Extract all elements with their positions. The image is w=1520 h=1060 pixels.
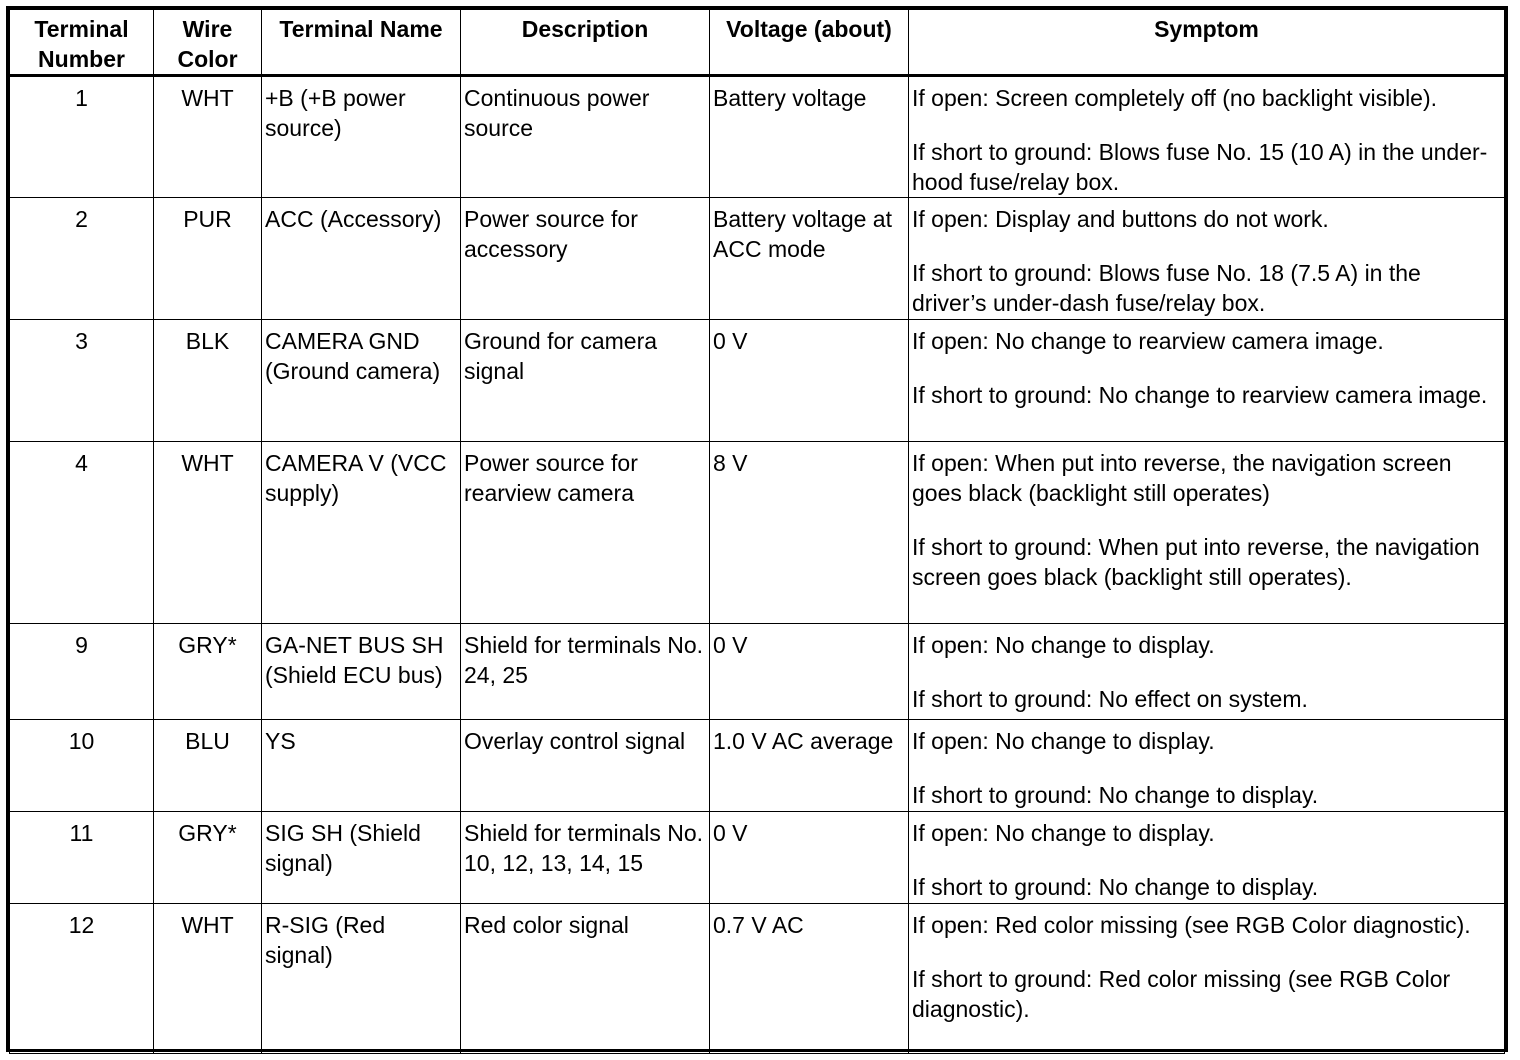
symptom-if-short: If short to ground: Red color missing (see RGB Color diagnostic). xyxy=(912,966,1451,1022)
wire-color-cell: PUR xyxy=(154,198,262,320)
terminal-number-cell: 2 xyxy=(10,198,154,320)
terminal-name-cell: YS xyxy=(262,720,461,812)
symptom-if-open: If open: No change to display. xyxy=(912,728,1215,754)
terminal-number-cell: 12 xyxy=(10,904,154,1054)
symptom-if-short: If short to ground: Blows fuse No. 18 (7.5 A) in the driver’s under-dash fuse/relay box. xyxy=(912,260,1421,316)
table-row xyxy=(10,76,1505,198)
terminal-number-cell: 9 xyxy=(10,624,154,720)
symptom-if-open: If open: Display and buttons do not work. xyxy=(912,206,1329,232)
symptom-cell xyxy=(909,812,1505,904)
header-terminal-number-line1: Terminal xyxy=(34,16,129,42)
terminal-number-cell: 10 xyxy=(10,720,154,812)
voltage-cell: Battery voltage at ACC mode xyxy=(710,198,909,320)
table-row xyxy=(10,904,1505,1054)
terminal-table xyxy=(9,9,1505,1054)
header-wire-color-line2: Color xyxy=(177,46,238,72)
description-cell: Shield for terminals No. 24, 25 xyxy=(461,624,710,720)
terminal-name-cell: SIG SH (Shield signal) xyxy=(262,812,461,904)
description-cell: Red color signal xyxy=(461,904,710,1054)
terminal-name-cell: GA-NET BUS SH (Shield ECU bus) xyxy=(262,624,461,720)
table-row xyxy=(10,198,1505,320)
terminal-name-cell: +B (+B power source) xyxy=(262,76,461,198)
symptom-if-short: If short to ground: When put into reverse, the navigation screen goes black (backlight still operates). xyxy=(912,534,1480,590)
voltage-cell: 0 V xyxy=(710,320,909,442)
voltage-cell: 8 V xyxy=(710,442,909,624)
symptom-if-open: If open: When put into reverse, the navigation screen goes black (backlight still operates) xyxy=(912,450,1452,506)
table-row xyxy=(10,720,1505,812)
terminal-number-cell: 1 xyxy=(10,76,154,198)
table-header-row xyxy=(10,10,1505,76)
symptom-cell xyxy=(909,76,1505,198)
wire-color-cell: GRY* xyxy=(154,624,262,720)
symptom-cell xyxy=(909,442,1505,624)
voltage-cell: 0 V xyxy=(710,812,909,904)
symptom-if-short: If short to ground: No effect on system. xyxy=(912,686,1308,712)
terminal-number-cell: 11 xyxy=(10,812,154,904)
terminal-name-cell: R-SIG (Red signal) xyxy=(262,904,461,1054)
header-wire-color-line1: Wire xyxy=(182,16,233,42)
wire-color-cell: GRY* xyxy=(154,812,262,904)
wire-color-cell: WHT xyxy=(154,442,262,624)
terminal-name-cell: CAMERA V (VCC supply) xyxy=(262,442,461,624)
voltage-cell: 0.7 V AC xyxy=(710,904,909,1054)
description-cell: Power source for rearview camera xyxy=(461,442,710,624)
description-cell: Continuous power source xyxy=(461,76,710,198)
table-row xyxy=(10,624,1505,720)
wire-color-cell: WHT xyxy=(154,76,262,198)
header-terminal-number-line2: Number xyxy=(38,46,125,72)
symptom-cell xyxy=(909,904,1505,1054)
symptom-if-open: If open: Red color missing (see RGB Color diagnostic). xyxy=(912,912,1471,938)
header-terminal-name: Terminal Name xyxy=(262,10,461,76)
wire-color-cell: BLK xyxy=(154,320,262,442)
symptom-if-short: If short to ground: Blows fuse No. 15 (10 A) in the under-hood fuse/relay box. xyxy=(912,139,1488,195)
header-terminal-number xyxy=(10,10,154,76)
voltage-cell: 0 V xyxy=(710,624,909,720)
table-body xyxy=(10,76,1505,1054)
terminal-number-cell: 3 xyxy=(10,320,154,442)
table-row xyxy=(10,320,1505,442)
symptom-if-short: If short to ground: No change to display. xyxy=(912,874,1319,900)
header-description: Description xyxy=(461,10,710,76)
symptom-cell xyxy=(909,720,1505,812)
symptom-if-short: If short to ground: No change to display. xyxy=(912,782,1319,808)
symptom-if-open: If open: No change to rearview camera image. xyxy=(912,328,1384,354)
header-voltage: Voltage (about) xyxy=(710,10,909,76)
voltage-cell: Battery voltage xyxy=(710,76,909,198)
voltage-cell: 1.0 V AC average xyxy=(710,720,909,812)
wire-color-cell: WHT xyxy=(154,904,262,1054)
description-cell: Power source for accessory xyxy=(461,198,710,320)
header-wire-color xyxy=(154,10,262,76)
description-cell: Overlay control signal xyxy=(461,720,710,812)
description-cell: Shield for terminals No. 10, 12, 13, 14, 15 xyxy=(461,812,710,904)
symptom-if-open: If open: No change to display. xyxy=(912,632,1215,658)
wire-color-cell: BLU xyxy=(154,720,262,812)
symptom-if-short: If short to ground: No change to rearview camera image. xyxy=(912,382,1488,408)
symptom-if-open: If open: Screen completely off (no backlight visible). xyxy=(912,85,1438,111)
table-row xyxy=(10,812,1505,904)
symptom-cell xyxy=(909,624,1505,720)
symptom-if-open: If open: No change to display. xyxy=(912,820,1215,846)
header-symptom: Symptom xyxy=(909,10,1505,76)
description-cell: Ground for camera signal xyxy=(461,320,710,442)
terminal-number-cell: 4 xyxy=(10,442,154,624)
table-row xyxy=(10,442,1505,624)
terminal-table-container xyxy=(6,6,1508,1052)
terminal-name-cell: CAMERA GND (Ground camera) xyxy=(262,320,461,442)
symptom-cell xyxy=(909,320,1505,442)
terminal-name-cell: ACC (Accessory) xyxy=(262,198,461,320)
symptom-cell xyxy=(909,198,1505,320)
